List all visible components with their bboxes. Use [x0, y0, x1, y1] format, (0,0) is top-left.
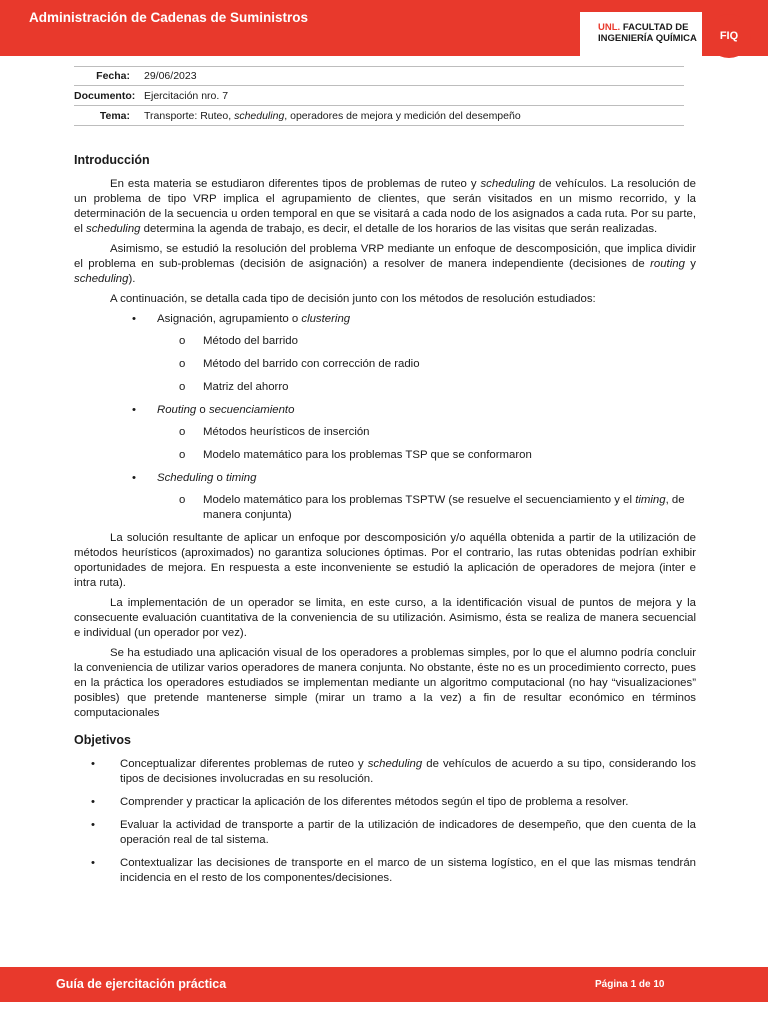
meta-row-documento	[74, 86, 684, 106]
sub-list-item: o Matriz del ahorro	[179, 381, 289, 393]
meta-row-fecha	[74, 66, 684, 86]
intro-heading: Introducción	[74, 153, 150, 167]
bullet-icon: •	[91, 819, 95, 831]
logo-unl: UNL	[598, 22, 618, 33]
sub-list-item: o Modelo matemático para los problemas TSPTW (se resuelve el secuenciamiento y el timing, de manera conjunta)	[179, 494, 685, 521]
objetivo-item: • Comprender y practicar la aplicación de los diferentes métodos según el tipo de problema a resolver.	[91, 796, 629, 808]
sub-list	[157, 493, 696, 523]
intro-paragraph-1: En esta materia se estudiaron diferentes tipos de problemas de ruteo y scheduling de vehículos. La resolución de un problema de tipo VRP implica el agrupamiento de clientes, que serán visitados en un mismo recorrido, y la determinación de la secuencia u orden temporal en que se visitará a cada nodo de los asignados a cada ruta. Por su parte, el scheduling determina la agenda de trabajo, es decir, el detalle de los horarios de las visitas que serán realizadas.	[74, 178, 696, 235]
intro-paragraph-2: Asimismo, se estudió la resolución del problema VRP mediante un enfoque de descomposición, que implica dividir el problema en sub-problemas (decisión de asignación) a resolver de manera independiente (decisiones de routing y scheduling).	[74, 243, 696, 285]
document-meta-table	[74, 66, 684, 126]
logo-line2: INGENIERÍA QUÍMICA	[598, 33, 697, 44]
sub-bullet-icon: o	[179, 335, 186, 347]
sub-list	[157, 334, 696, 395]
meta-label: Fecha:	[96, 70, 130, 82]
list-item-routing: • Routing o secuenciamiento o Métodos heurísticos de inserción o Modelo matemático para los problemas TSP que se conformaron	[74, 403, 696, 463]
logo-line1: FACULTAD DE	[622, 22, 689, 33]
fiq-badge: FIQ	[707, 14, 751, 58]
sub-list-item: o Modelo matemático para los problemas TSP que se conformaron	[179, 449, 532, 461]
page-number: Página 1 de 10	[595, 979, 665, 990]
objetivos-list	[74, 757, 696, 886]
meta-value: Transporte: Ruteo, scheduling, operadores de mejora y medición del desempeño	[144, 109, 521, 122]
intro-paragraph-5: La implementación de un operador se limita, en este curso, a la identificación visual de puntos de mejora y la consecuente evaluación cuantitativa de la conveniencia de su utilización. Asimismo, ésta se realiza de manera secuencial e individual (un operador por vez).	[74, 597, 696, 639]
meta-label: Tema:	[99, 109, 130, 122]
sub-bullet-icon: o	[179, 494, 186, 506]
intro-paragraph-3: A continuación, se detalla cada tipo de decisión junto con los métodos de resolución estudiados:	[110, 293, 596, 305]
objetivo-item: • Evaluar la actividad de transporte a partir de la utilización de indicadores de desempeño, que den cuenta de la operación real de tal sistema.	[91, 819, 696, 846]
course-title: Administración de Cadenas de Suministros	[29, 10, 309, 25]
sub-bullet-icon: o	[179, 426, 186, 438]
bullet-icon: •	[91, 758, 95, 770]
intro-paragraph-4: La solución resultante de aplicar un enfoque por descomposición y/o aquélla obtenida a partir de la utilización de métodos heurísticos (aproximados) no garantiza soluciones óptimas. Por el contrario, las rutas obtenidas podrían exhibir oportunidades de mejora. En respuesta a este inconveniente se estudió la aplicación de operadores de mejora (inter e intra ruta).	[74, 532, 696, 589]
sub-bullet-icon: o	[179, 449, 186, 461]
decision-types-list	[74, 312, 696, 523]
sub-list-item: o Métodos heurísticos de inserción	[179, 426, 370, 438]
objetivo-item: • Contextualizar las decisiones de transporte en el marco de un sistema logístico, en el que las mismas tendrán incidencia en el resto de los componentes/decisiones.	[91, 857, 696, 884]
sub-list	[157, 425, 696, 463]
sub-bullet-icon: o	[179, 358, 186, 370]
sub-bullet-icon: o	[179, 381, 186, 393]
sub-list-item: o Método del barrido con corrección de radio	[179, 358, 420, 370]
meta-label: Documento:	[74, 89, 136, 102]
list-item-scheduling: • Scheduling o timing o Modelo matemático para los problemas TSPTW (se resuelve el secuenciamiento y el timing, de manera conjunta)	[74, 471, 696, 523]
bullet-icon: •	[132, 472, 136, 484]
meta-value: Ejercitación nro. 7	[144, 89, 229, 102]
bullet-icon: •	[132, 404, 136, 416]
objetivo-item: • Conceptualizar diferentes problemas de ruteo y scheduling de vehículos de acuerdo a su tipo, considerando los tipos de decisiones involucradas en su resolución.	[91, 758, 696, 785]
footer-title: Guía de ejercitación práctica	[56, 977, 227, 991]
meta-value: 29/06/2023	[144, 70, 197, 82]
meta-row-tema	[74, 106, 684, 126]
bullet-icon: •	[132, 313, 136, 325]
bullet-icon: •	[91, 796, 95, 808]
intro-paragraph-6: Se ha estudiado una aplicación visual de los operadores a problemas simples, por lo que el alumno podría concluir la conveniencia de utilizar varios operadores de manera conjunta. No obstante, éste no es un procedimiento correcto, pues en la práctica los operadores estudiados se implementan mediante un algoritmo computacional (no hay “visualizaciones” posibles) que pretende mantenerse simple (mirar un tramo a la vez) a fin de resultar económico en términos computacionales	[74, 647, 696, 719]
bullet-icon: •	[91, 857, 95, 869]
list-item-asignacion: • Asignación, agrupamiento o clustering o Método del barrido o Método del barrido con corrección de radio o Matriz del ahorro	[74, 312, 696, 395]
faculty-logo: UNL. FACULTAD DE INGENIERÍA QUÍMICA	[580, 12, 702, 56]
objetivos-heading: Objetivos	[74, 733, 131, 747]
document-body	[74, 153, 696, 894]
sub-list-item: o Método del barrido	[179, 335, 298, 347]
footer-bar	[0, 967, 768, 1002]
